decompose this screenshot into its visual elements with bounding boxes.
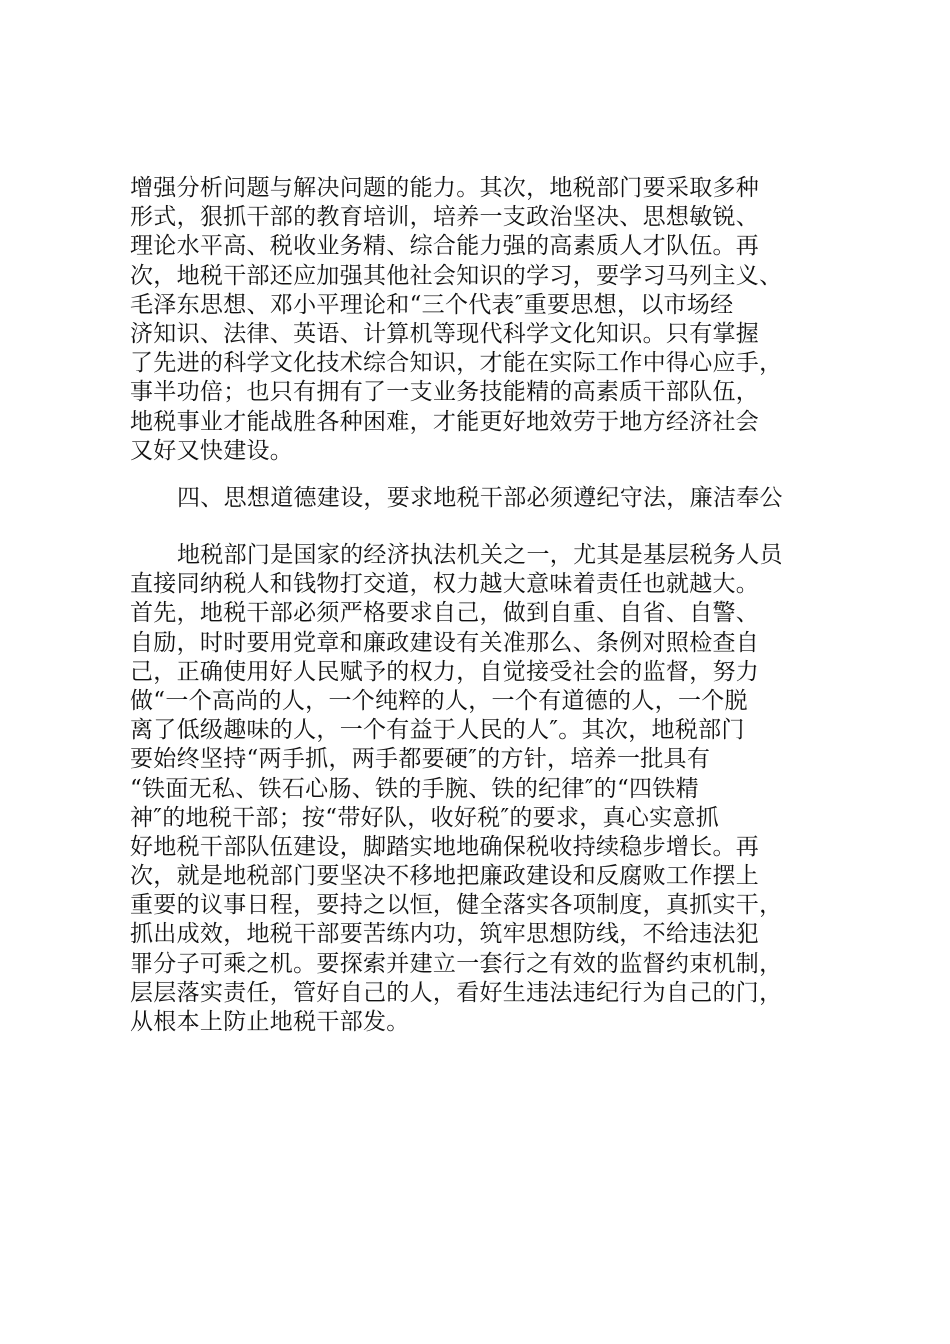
section-heading: 四、思想道德建设，要求地税干部必须遵纪守法，廉洁奉公 (177, 485, 783, 511)
paragraph-line: 次，就是地税部门要坚决不移地把廉政建设和反腐败工作摆上 (130, 863, 760, 890)
paragraph-line: 毛泽东思想、邓小平理论和“三个代表″重要思想，以市场经 (130, 291, 734, 318)
paragraph-line: 首先，地税干部必须严格要求自己，做到自重、自省、自警、 (130, 600, 760, 627)
section-paragraph (130, 541, 830, 1037)
paragraph-line: 要始终坚持“两手抓，两手都要硬″的方针，培养一批具有 (130, 746, 711, 773)
paragraph-line: “铁面无私、铁石心肠、铁的手腕、铁的纪律″的“四铁精 (130, 775, 699, 802)
paragraph-line: 地税部门是国家的经济执法机关之一，尤其是基层税务人员 (177, 542, 783, 568)
paragraph-line: 了先进的科学文化技术综合知识，才能在实际工作中得心应手， (130, 350, 783, 377)
paragraph-line: 次，地税干部还应加强其他社会知识的学习，要学习马列主义、 (130, 262, 783, 289)
paragraph-line: 抓出成效，地税干部要苦练内功，筑牢思想防线，不给违法犯 (130, 921, 760, 948)
paragraph-line: 形式，狠抓干部的教育培训，培养一支政治坚决、思想敏锐、 (130, 204, 760, 231)
paragraph-line: 神″的地税干部；按“带好队，收好税″的要求，真心实意抓 (130, 804, 720, 831)
paragraph-line: 离了低级趣味的人，一个有益于人民的人″。其次，地税部门 (130, 717, 745, 744)
paragraph-line: 地税事业才能战胜各种困难，才能更好地效劳于地方经济社会 (130, 408, 760, 435)
paragraph-line: 事半功倍；也只有拥有了一支业务技能精的高素质干部队伍， (130, 379, 760, 406)
paragraph-line: 从根本上防止地税干部发。 (130, 1009, 410, 1035)
paragraph-line: 又好又快建设。 (130, 437, 294, 464)
continuation-paragraph (130, 174, 830, 466)
paragraph-line: 济知识、法律、英语、计算机等现代科学文化知识。只有掌握 (130, 320, 760, 347)
paragraph-line: 增强分析问题与解决问题的能力。其次，地税部门要采取多种 (130, 175, 760, 201)
paragraph-line: 层层落实责任，管好自己的人，看好生违法违纪行为自己的门， (130, 979, 783, 1006)
paragraph-line: 重要的议事日程，要持之以恒，健全落实各项制度，真抓实干， (130, 892, 783, 919)
paragraph-line: 自励，时时要用党章和廉政建设有关准那么、条例对照检查自 (130, 629, 760, 656)
paragraph-line: 好地税干部队伍建设，脚踏实地地确保税收持续稳步增长。再 (130, 833, 760, 860)
paragraph-line: 罪分子可乘之机。要探索并建立一套行之有效的监督约束机制， (130, 950, 783, 977)
paragraph-line: 做“一个高尚的人，一个纯粹的人，一个有道德的人，一个脱 (130, 687, 748, 714)
paragraph-line: 直接同纳税人和钱物打交道，权力越大意味着责任也就越大。 (130, 571, 760, 598)
section-heading-block (130, 484, 830, 513)
paragraph-line: 理论水平高、税收业务精、综合能力强的高素质人才队伍。再 (130, 233, 760, 260)
paragraph-line: 己，正确使用好人民赋予的权力，自觉接受社会的监督，努力 (130, 658, 760, 685)
